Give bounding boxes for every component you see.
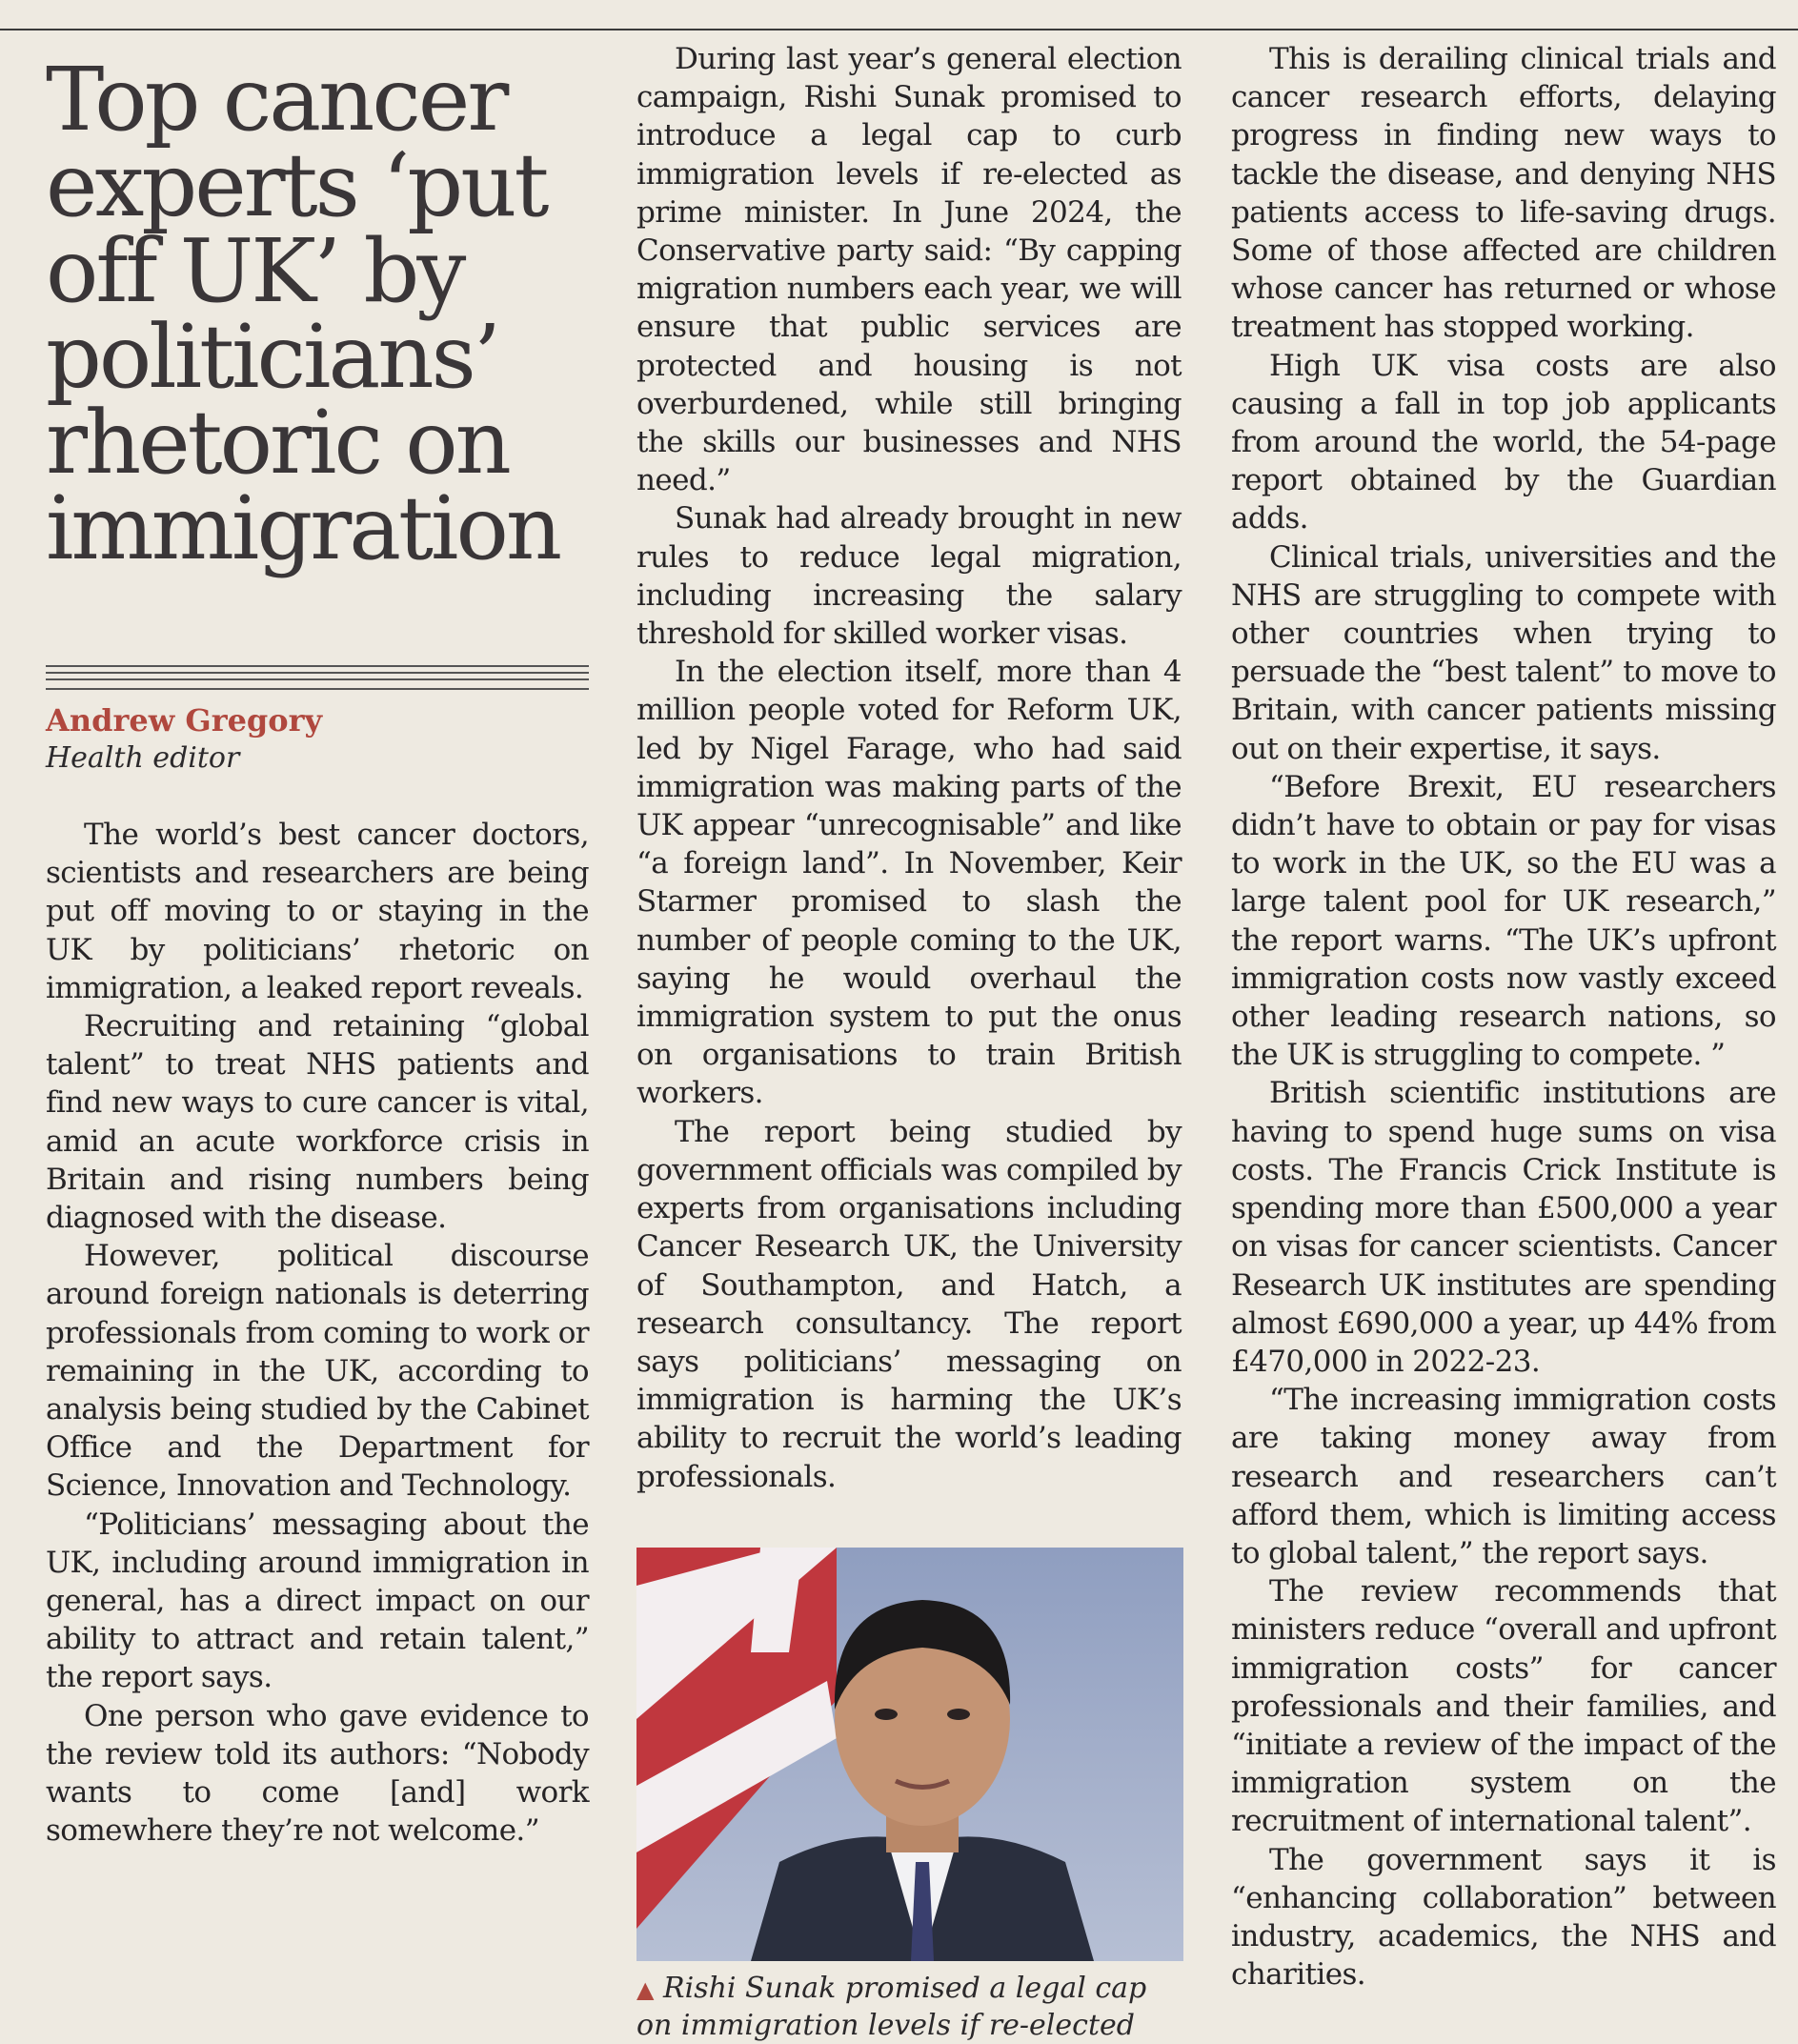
paragraph: The world’s best cancer doctors, scientists and researchers are being put off moving to or staying in the UK by politicians’ rhetoric on immigration, a leaked report reveals. (46, 818, 589, 1005)
byline-author: Andrew Gregory (46, 702, 323, 739)
column-b (636, 40, 1182, 2044)
column-a (46, 36, 589, 1850)
paragraph: The report being studied by government officials was compiled by experts from organisations including Cancer Research UK, the University of Southampton, and Hatch, a research consultancy. The report says politicians’ messaging on immigration is harming the UK’s ability to recruit the world’s leading professionals. (636, 1114, 1182, 1494)
photo-caption (636, 1971, 1182, 2044)
byline-role: Health editor (46, 741, 240, 775)
article-photo (636, 1548, 1183, 1961)
paragraph: British scientific institutions are having to spend huge sums on visa costs. The Francis Crick Institute is spending more than £500,000 a year on visas for cancer scientists. Cancer Research UK institutes are spending almost £690,000 a year, up 44% from £470,000 in 2022-23. (1231, 1076, 1776, 1379)
headline: Top cancer experts ‘put off UK’ by politicians’ rhetoric on immigration (46, 49, 560, 579)
paragraph: In the election itself, more than 4 million people voted for Reform UK, led by Nigel Farage, who had said immigration was making parts of the UK appear “unrecognisable” and like “a foreign land”. In November, Keir Starmer promised to slash the number of people coming to the UK, saying he would overhaul the immigration system to put the onus on organisations to train British workers. (636, 655, 1182, 1111)
paragraph: However, political discourse around foreign nationals is deterring professionals from coming to work or remaining in the UK, according to analysis being studied by the Cabinet Office and the Department for Science, Innovation and Technology. (46, 1239, 589, 1504)
column-c (1231, 40, 1776, 1993)
headline-rules (46, 665, 589, 690)
photo-illustration (636, 1548, 1183, 1961)
paragraph: “The increasing immigration costs are taking money away from research and researchers can’t afford them, which is limiting access to global talent,” the report says. (1231, 1383, 1776, 1570)
paragraph: Sunak had already brought in new rules to reduce legal migration, including increasing the salary threshold for skilled worker visas. (636, 501, 1182, 652)
eye (947, 1709, 970, 1720)
caption-text: Rishi Sunak promised a legal cap on immigration levels if re-elected (636, 1971, 1147, 2042)
eye (875, 1709, 898, 1720)
top-rule (0, 29, 1798, 30)
paragraph: The government says it is “enhancing collaboration” between industry, academics, the NHS and charities. (1231, 1842, 1776, 1993)
paragraph: High UK visa costs are also causing a fall in top job applicants from around the world, the 54-page report obtained by the Guardian adds. (1231, 348, 1776, 536)
paragraph: Clinical trials, universities and the NHS are struggling to compete with other countries when trying to persuade the “best talent” to move to Britain, with cancer patients missing out on their expertise, it says. (1231, 539, 1776, 766)
paragraph: “Politicians’ messaging about the UK, including around immigration in general, has a direct impact on our ability to attract and retain talent,” the report says. (46, 1507, 589, 1695)
column-b-body (636, 40, 1182, 1496)
paragraph: During last year’s general election campaign, Rishi Sunak promised to introduce a legal cap to curb immigration levels if re-elected as prime minister. In June 2024, the Conservative party said: “By capping migration numbers each year, we will ensure that public services are protected and housing is not overburdened, while still bringing the skills our businesses and NHS need.” (636, 42, 1182, 498)
paragraph: The review recommends that ministers reduce “overall and upfront immigration costs” for cancer professionals and their families, and “initiate a review of the impact of the immigration system on the recruitment of international talent”. (1231, 1574, 1776, 1839)
paragraph: “Before Brexit, EU researchers didn’t have to obtain or pay for visas to work in the UK, so the EU was a large talent pool for UK research,” the report warns. “The UK’s upfront immigration costs now vastly exceed other leading research nations, so the UK is struggling to compete. ” (1231, 769, 1776, 1073)
column-a-body (46, 816, 589, 1850)
paragraph: This is derailing clinical trials and cancer research efforts, delaying progress in finding new ways to tackle the disease, and denying NHS patients access to life-saving drugs. Some of those affected are children whose cancer has returned or whose treatment has stopped working. (1231, 42, 1776, 345)
caption-triangle-icon: ▲ (636, 1975, 655, 2003)
paragraph: One person who gave evidence to the review told its authors: “Nobody wants to come [and] work somewhere they’re not welcome.” (46, 1698, 589, 1849)
paragraph: Recruiting and retaining “global talent” to treat NHS patients and find new ways to cure cancer is vital, amid an acute workforce crisis in Britain and rising numbers being diagnosed with the disease. (46, 1009, 589, 1236)
column-c-body (1231, 40, 1776, 1993)
